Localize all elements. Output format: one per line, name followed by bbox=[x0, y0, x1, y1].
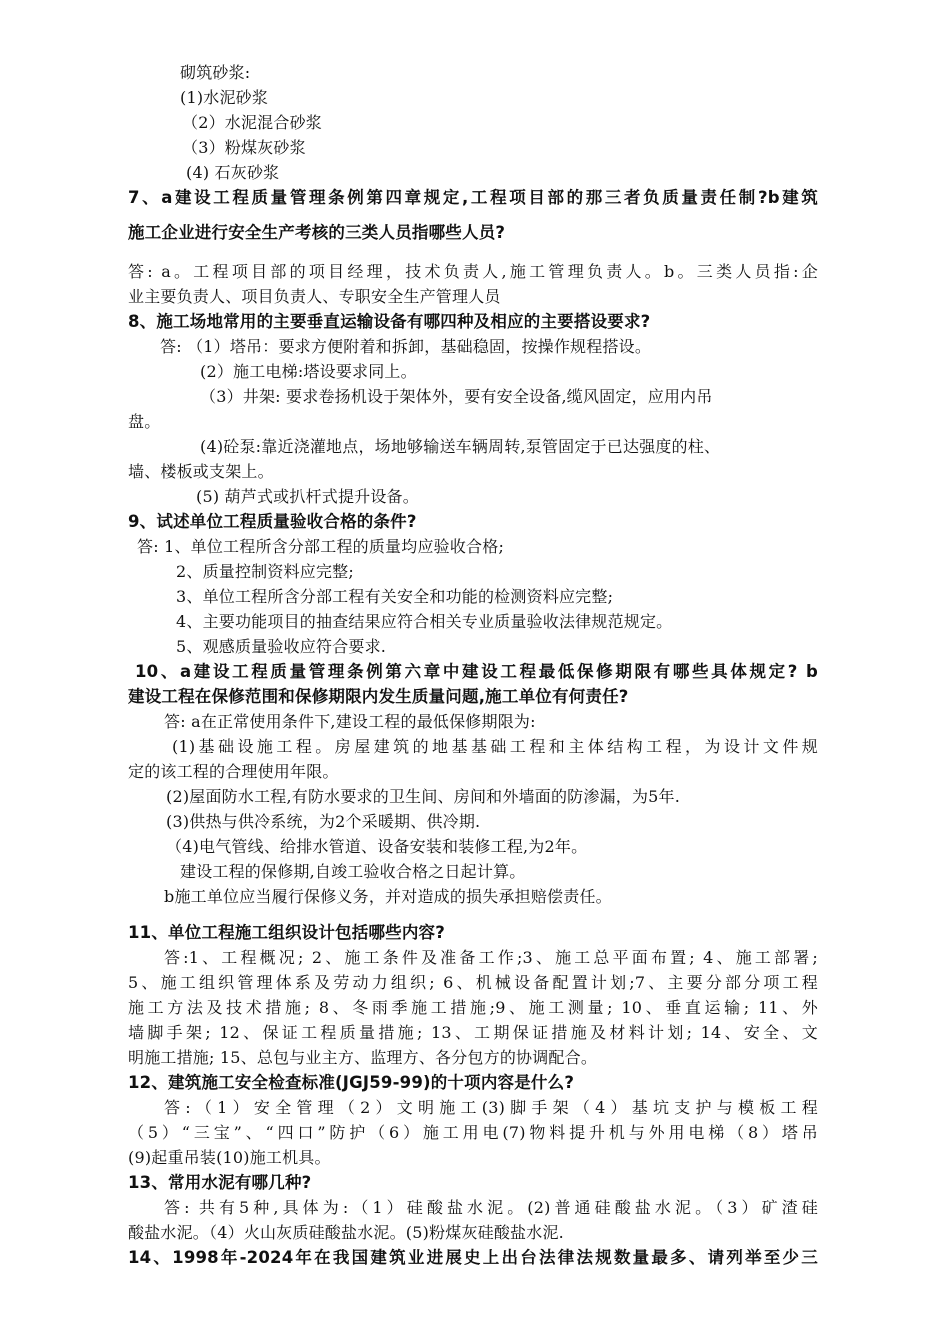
answer-line: 酸盐水泥。（4）火山灰质硅酸盐水泥。(5)粉煤灰硅酸盐水泥. bbox=[128, 1223, 564, 1242]
answer-line: 墙、楼板或支架上。 bbox=[128, 462, 274, 481]
answer-line: 明施工措施; 15、总包与业主方、监理方、各分包方的协调配合。 bbox=[128, 1048, 598, 1067]
answer-line: 3、单位工程所含分部工程有关安全和功能的检测资料应完整; bbox=[176, 587, 614, 606]
text-line: 砌筑砂浆: bbox=[180, 63, 251, 82]
answer-line: 5、施工组织管理体系及劳动力组织; 6、机械设备配置计划;7、主要分部分项工程 bbox=[128, 973, 818, 992]
answer-line: (5) 葫芦式或扒杆式提升设备。 bbox=[196, 487, 419, 506]
answer-line: 4、主要功能项目的抽查结果应符合相关专业质量验收法律规范规定。 bbox=[176, 612, 673, 631]
question-heading: 12、建筑施工安全检查标准(JGJ59-99)的十项内容是什么? bbox=[128, 1073, 575, 1092]
text-line: （3）粉煤灰砂浆 bbox=[182, 138, 306, 157]
answer-line: (2)屋面防水工程,有防水要求的卫生间、房间和外墙面的防渗漏，为5年. bbox=[166, 787, 681, 806]
question-heading: 14、1998年-2024年在我国建筑业进展史上出台法律法规数量最多、请列举至少三 bbox=[128, 1248, 818, 1267]
answer-line: 盘。 bbox=[128, 412, 161, 431]
text-line: （2）水泥混合砂浆 bbox=[182, 113, 322, 132]
question-heading: 11、单位工程施工组织设计包括哪些内容? bbox=[128, 923, 446, 942]
answer-line: (3)供热与供冷系统，为2个采暖期、供冷期. bbox=[166, 812, 481, 831]
answer-line: 建设工程的保修期,自竣工验收合格之日起计算。 bbox=[180, 862, 526, 881]
answer-line: 答: 共有5种,具体为:（1）硅酸盐水泥。(2)普通硅酸盐水泥。（3）矿渣硅 bbox=[164, 1198, 818, 1217]
answer-line: 5、观感质量验收应符合要求. bbox=[176, 637, 387, 656]
text-line: (1)水泥砂浆 bbox=[180, 88, 269, 107]
answer-line: 答: 1、单位工程所含分部工程的质量均应验收合格; bbox=[137, 537, 505, 556]
answer-line: (9)起重吊装(10)施工机具。 bbox=[128, 1148, 331, 1167]
answer-line: 答: a。工程项目部的项目经理，技术负责人,施工管理负责人。b。三类人员指:企 bbox=[128, 262, 818, 281]
question-heading: 施工企业进行安全生产考核的三类人员指哪些人员? bbox=[128, 223, 506, 242]
answer-line: (4)砼泵:靠近浇灌地点，场地够输送车辆周转,泵管固定于已达强度的柱、 bbox=[200, 437, 721, 456]
answer-line: （4)电气管线、给排水管道、设备安装和装修工程,为2年。 bbox=[166, 837, 588, 856]
answer-line: （5）“三宝”、“四口”防护（6）施工用电(7)物料提升机与外用电梯（8）塔吊 bbox=[128, 1123, 818, 1142]
text-line: (4) 石灰砂浆 bbox=[186, 163, 280, 182]
answer-line: 答: （1）塔吊：要求方便附着和拆卸，基础稳固，按操作规程搭设。 bbox=[160, 337, 652, 356]
answer-line: b施工单位应当履行保修义务，并对造成的损失承担赔偿责任。 bbox=[164, 887, 612, 906]
answer-line: (2）施工电梯:塔设要求同上。 bbox=[200, 362, 417, 381]
question-heading: 8、施工场地常用的主要垂直运输设备有哪四种及相应的主要搭设要求? bbox=[128, 312, 651, 331]
answer-line: 2、质量控制资料应完整; bbox=[176, 562, 354, 581]
answer-line: 答:1、工程概况; 2、施工条件及准备工作;3、施工总平面布置; 4、施工部署; bbox=[164, 948, 818, 967]
answer-line: （3）井架: 要求卷扬机设于架体外，要有安全设备,缆风固定，应用内吊 bbox=[200, 387, 713, 406]
answer-line: (1)基础设施工程。房屋建筑的地基基础工程和主体结构工程，为设计文件规 bbox=[172, 737, 818, 756]
answer-line: 施工方法及技术措施; 8、冬雨季施工措施;9、施工测量; 10、垂直运输; 11、外 bbox=[128, 998, 818, 1017]
question-heading: 13、常用水泥有哪几种? bbox=[128, 1173, 312, 1192]
question-heading: 建设工程在保修范围和保修期限内发生质量问题,施工单位有何责任? bbox=[128, 687, 629, 706]
answer-line: 定的该工程的合理使用年限。 bbox=[128, 762, 339, 781]
answer-line: 答:（1）安全管理（2）文明施工(3)脚手架（4）基坑支护与模板工程 bbox=[164, 1098, 818, 1117]
question-heading: 9、试述单位工程质量验收合格的条件? bbox=[128, 512, 417, 531]
question-heading: 10、a建设工程质量管理条例第六章中建设工程最低保修期限有哪些具体规定? b bbox=[135, 662, 818, 681]
answer-line: 墙脚手架; 12、保证工程质量措施; 13、工期保证措施及材料计划; 14、安全、文 bbox=[128, 1023, 818, 1042]
answer-line: 业主要负责人、项目负责人、专职安全生产管理人员 bbox=[128, 287, 501, 306]
question-heading: 7、a建设工程质量管理条例第四章规定,工程项目部的那三者负质量责任制?b建筑 bbox=[128, 188, 818, 207]
answer-line: 答: a在正常使用条件下,建设工程的最低保修期限为: bbox=[164, 712, 536, 731]
